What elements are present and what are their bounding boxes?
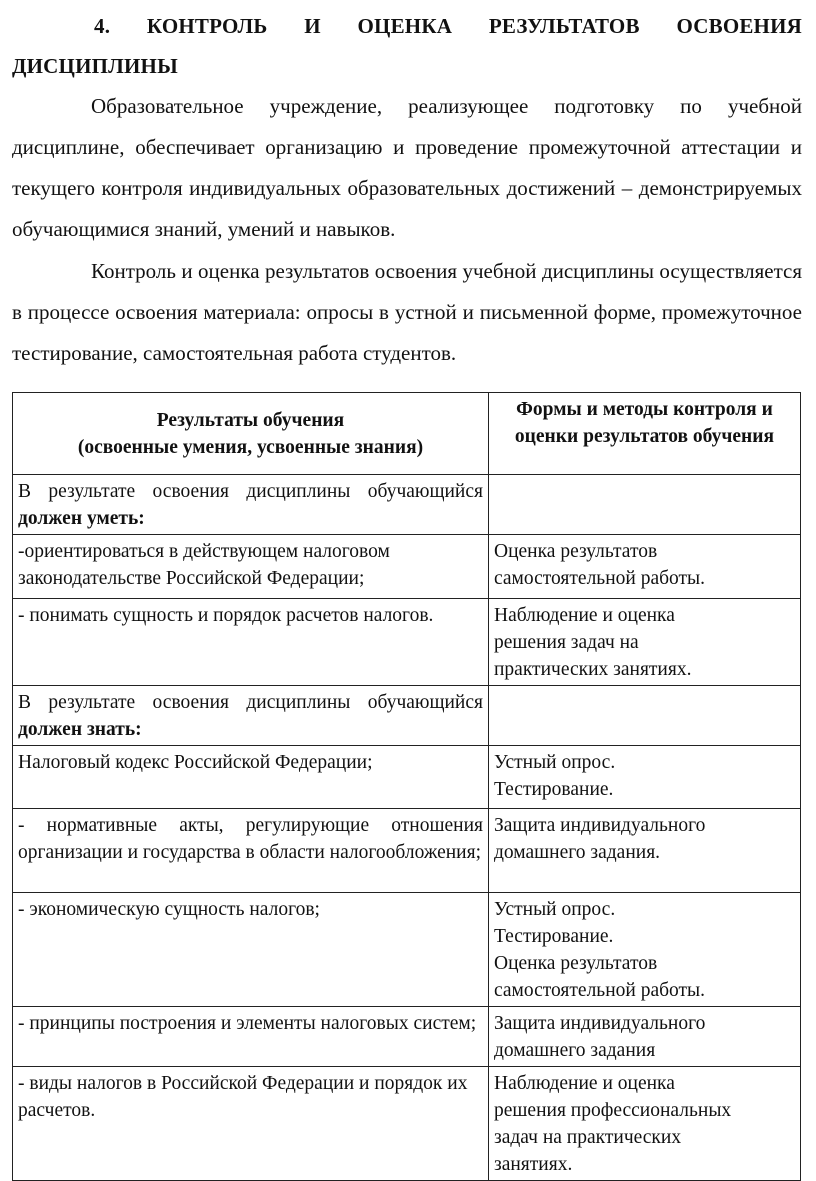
result-cell: Налоговый кодекс Российской Федерации; xyxy=(13,746,489,809)
method-line: Тестирование. xyxy=(494,926,614,947)
results-table xyxy=(12,392,801,1181)
header-results-title: Результаты обучения xyxy=(156,410,345,431)
result-cell: - понимать сущность и порядок расчетов налогов. xyxy=(13,599,489,686)
section-knowledge-cell xyxy=(13,686,489,746)
result-cell: -ориентироваться в действующем налоговом законодательстве Российской Федерации; xyxy=(13,535,489,599)
paragraph-2: Контроль и оценка результатов освоения учебной дисциплины осуществляется в процессе освоения материала: опросы в устной и письменной форме, промежуточное тестирование, самостоятельная работа студентов. xyxy=(12,259,802,365)
empty-cell xyxy=(489,475,801,535)
table-row xyxy=(13,1067,801,1181)
header-methods-cell: Формы и методы контроля и оценки результатов обучения xyxy=(489,393,801,475)
header-results-cell xyxy=(13,393,489,475)
method-line: Защита индивидуального xyxy=(494,815,706,836)
section-row-skills xyxy=(13,475,801,535)
empty-cell xyxy=(489,686,801,746)
method-line: Устный опрос. xyxy=(494,752,616,773)
paragraph-1: Образовательное учреждение, реализующее подготовку по учебной дисциплине, обеспечивает организацию и проведение промежуточной аттестации и текущего контроля индивидуальных образовательных достижений – демонстрируемых обучающимися знаний, умений и навыков. xyxy=(12,94,802,241)
table-row xyxy=(13,809,801,893)
method-line: Защита индивидуального xyxy=(494,1013,706,1034)
method-line: Наблюдение и оценка xyxy=(494,605,675,626)
table-row xyxy=(13,893,801,1007)
method-line: решения профессиональных xyxy=(494,1100,732,1121)
section-skills-text: В результате освоения дисциплины обучающийся xyxy=(18,481,483,502)
method-line: домашнего задания xyxy=(494,1040,656,1061)
result-cell: - виды налогов в Российской Федерации и порядок их расчетов. xyxy=(13,1067,489,1181)
method-cell xyxy=(489,893,801,1007)
method-line: домашнего задания. xyxy=(494,842,661,863)
method-line: Устный опрос. xyxy=(494,899,616,920)
method-cell xyxy=(489,1067,801,1181)
method-cell xyxy=(489,1007,801,1067)
method-line: Наблюдение и оценка xyxy=(494,1073,675,1094)
table-row xyxy=(13,599,801,686)
method-line: самостоятельной работы. xyxy=(494,568,706,589)
method-cell xyxy=(489,809,801,893)
table-row xyxy=(13,746,801,809)
method-line: Оценка результатов xyxy=(494,541,658,562)
table-row xyxy=(13,1007,801,1067)
method-line: задач на практических xyxy=(494,1127,682,1148)
method-line: Оценка результатов xyxy=(494,953,658,974)
result-cell: - нормативные акты, регулирующие отношения организации и государства в области налогообложения; xyxy=(13,809,489,893)
table-header-row xyxy=(13,393,801,475)
table-row xyxy=(13,535,801,599)
result-cell: - принципы построения и элементы налоговых систем; xyxy=(13,1007,489,1067)
section-skills-bold: должен уметь: xyxy=(18,508,145,529)
method-line: практических занятиях. xyxy=(494,659,692,680)
method-line: решения задач на xyxy=(494,632,639,653)
method-cell xyxy=(489,599,801,686)
section-knowledge-bold: должен знать: xyxy=(18,719,142,740)
method-line: Тестирование. xyxy=(494,779,614,800)
section-knowledge-text: В результате освоения дисциплины обучающийся xyxy=(18,692,483,713)
method-cell xyxy=(489,746,801,809)
method-line: самостоятельной работы. xyxy=(494,980,706,1001)
section-row-knowledge xyxy=(13,686,801,746)
method-line: занятиях. xyxy=(494,1154,573,1175)
result-cell: - экономическую сущность налогов; xyxy=(13,893,489,1007)
document-page xyxy=(12,0,802,374)
method-cell xyxy=(489,535,801,599)
section-skills-cell xyxy=(13,475,489,535)
header-results-subtitle: (освоенные умения, усвоенные знания) xyxy=(77,437,424,458)
section-heading: 4. КОНТРОЛЬ И ОЦЕНКА РЕЗУЛЬТАТОВ ОСВОЕНИЯ ДИСЦИПЛИНЫ xyxy=(12,14,802,78)
